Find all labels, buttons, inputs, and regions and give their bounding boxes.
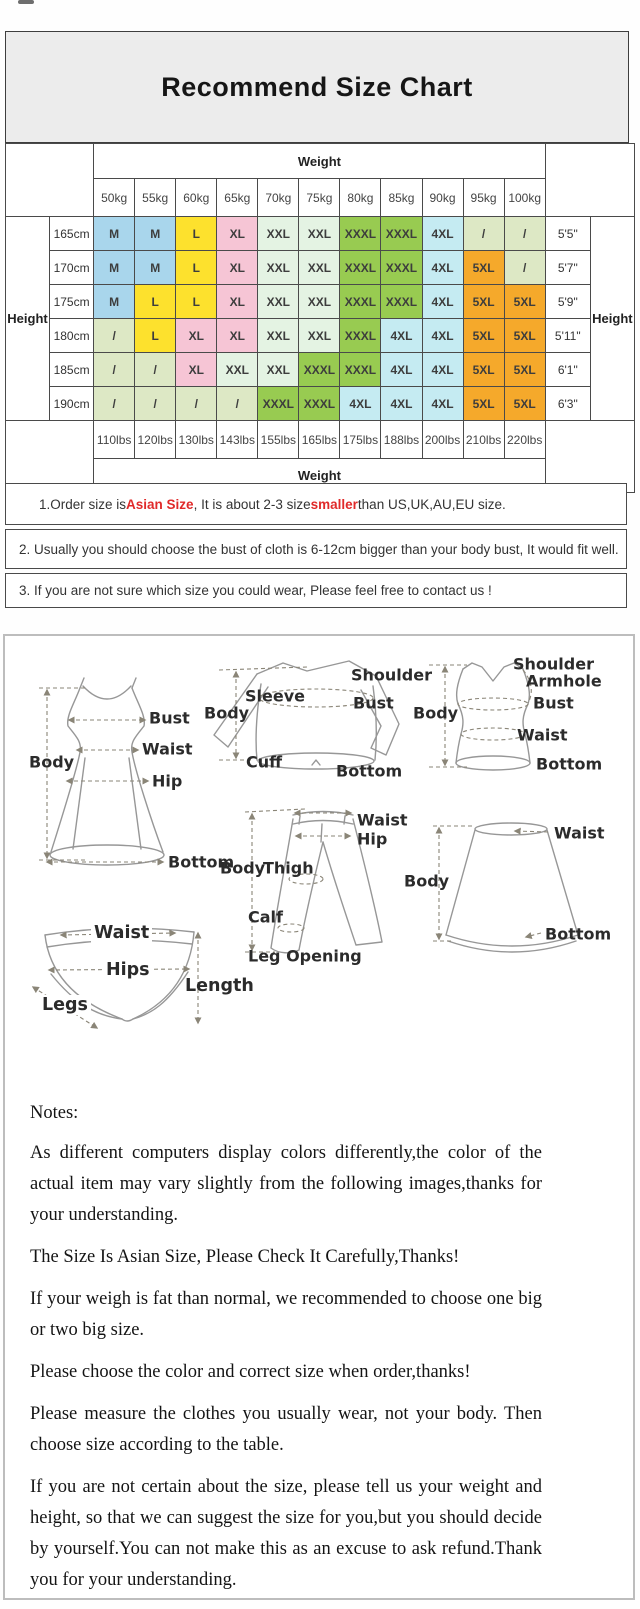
size-cell: XXXL	[340, 353, 381, 387]
size-cell: M	[135, 217, 176, 251]
shirt-body-label: Body	[204, 703, 250, 723]
briefs-length-label: Length	[185, 976, 254, 996]
height-ft-cell: 6'3"	[545, 387, 590, 421]
height-cm-cell: 175cm	[50, 285, 94, 319]
size-cell: 5XL	[504, 319, 545, 353]
size-cell: 5XL	[463, 285, 504, 319]
size-cell: XXXL	[299, 387, 340, 421]
weight-lbs-cell: 155lbs	[258, 421, 299, 459]
size-cell: XXXL	[340, 285, 381, 319]
size-cell: XXL	[299, 319, 340, 353]
size-cell: 4XL	[422, 353, 463, 387]
size-cell: XXL	[258, 319, 299, 353]
weight-kg-cell: 50kg	[94, 179, 135, 217]
weight-kg-cell: 90kg	[422, 179, 463, 217]
size-cell: 5XL	[463, 251, 504, 285]
size-cell: XL	[176, 353, 217, 387]
size-cell: XXXL	[340, 319, 381, 353]
height-ft-cell: 5'5"	[545, 217, 590, 251]
dress-hip-label: Hip	[152, 771, 183, 791]
size-cell: /	[217, 387, 258, 421]
skirt-body-label: Body	[404, 871, 450, 891]
pants-hip-label: Hip	[357, 829, 388, 849]
size-cell: 4XL	[422, 285, 463, 319]
size-cell: 4XL	[381, 353, 422, 387]
note-paragraph: If your weigh is fat than normal, we recommended to choose one big or two big size.	[30, 1289, 542, 1340]
weight-kg-cell: 55kg	[135, 179, 176, 217]
size-cell: /	[135, 387, 176, 421]
weight-header: Weight	[94, 144, 546, 179]
size-cell: XL	[217, 251, 258, 285]
size-cell: 4XL	[422, 217, 463, 251]
corner-cell	[545, 421, 634, 493]
pants-thigh-label: Thigh	[263, 858, 314, 878]
shirt-bottom-label: Bottom	[336, 761, 403, 781]
size-cell: L	[135, 319, 176, 353]
height-label-left: Height	[6, 217, 50, 421]
weight-lbs-cell: 200lbs	[422, 421, 463, 459]
vest-diagram	[456, 663, 530, 770]
size-cell: XXL	[258, 285, 299, 319]
size-cell: L	[176, 217, 217, 251]
briefs-waist-label: Waist	[91, 923, 152, 943]
height-ft-cell: 6'1"	[545, 353, 590, 387]
size-cell: XXXL	[381, 285, 422, 319]
size-cell: /	[94, 319, 135, 353]
size-cell: XXXL	[381, 217, 422, 251]
dress-diagram	[50, 678, 164, 865]
size-cell: M	[94, 217, 135, 251]
measurement-guide-box	[3, 634, 635, 1600]
order-note-row	[5, 573, 627, 608]
shirt-sleeve-label: Sleeve	[245, 686, 305, 706]
order-notes	[5, 483, 627, 608]
size-cell: /	[94, 387, 135, 421]
note-paragraph: If you are not certain about the size, please tell us your weight and height, so that we can suggest the size for you,but you should decide by yourself.You can not make this as an excuse to ask refund.Thank you for your understanding.	[30, 1477, 542, 1590]
height-cm-cell: 190cm	[50, 387, 94, 421]
order-note-row	[5, 483, 627, 525]
weight-lbs-cell: 220lbs	[504, 421, 545, 459]
order-note-text: , It is about 2-3 size	[193, 496, 311, 512]
dress-waist-label: Waist	[142, 739, 193, 759]
size-cell: /	[463, 217, 504, 251]
height-ft-cell: 5'11"	[545, 319, 590, 353]
height-cm-cell: 170cm	[50, 251, 94, 285]
weight-kg-cell: 65kg	[217, 179, 258, 217]
size-cell: XXXL	[340, 251, 381, 285]
size-cell: XXL	[299, 251, 340, 285]
weight-kg-cell: 85kg	[381, 179, 422, 217]
note-paragraph: As different computers display colors differently,the color of the actual item may vary slightly from the following images,thanks for your understanding.	[30, 1143, 542, 1225]
size-cell: /	[176, 387, 217, 421]
height-cm-cell: 185cm	[50, 353, 94, 387]
pants-body-label: Body	[220, 858, 266, 878]
note-paragraph: Please measure the clothes you usually wear, not your body. Then choose size according to the table.	[30, 1404, 542, 1455]
height-cm-cell: 165cm	[50, 217, 94, 251]
size-cell: XXXL	[299, 353, 340, 387]
weight-kg-cell: 80kg	[340, 179, 381, 217]
photo-artifact	[18, 0, 34, 4]
weight-kg-cell: 100kg	[504, 179, 545, 217]
skirt-bottom-label: Bottom	[545, 924, 612, 944]
vest-bust-label: Bust	[533, 693, 574, 713]
weight-lbs-cell: 110lbs	[94, 421, 135, 459]
dress-body-label: Body	[29, 752, 75, 772]
corner-cell	[6, 144, 94, 217]
notes-heading: Notes:	[30, 1103, 79, 1123]
order-note-highlight: smaller	[310, 496, 358, 512]
page-title: Recommend Size Chart	[161, 71, 473, 102]
size-cell: XXL	[258, 217, 299, 251]
pants-calf-label: Calf	[248, 907, 283, 927]
size-cell: L	[176, 251, 217, 285]
size-cell: M	[94, 251, 135, 285]
size-chart-table	[5, 143, 635, 493]
corner-cell	[6, 421, 94, 493]
size-cell: 4XL	[422, 387, 463, 421]
pants-leg-opening-label: Leg Opening	[248, 946, 362, 966]
size-cell: 4XL	[340, 387, 381, 421]
vest-waist-label: Waist	[517, 725, 568, 745]
height-ft-cell: 5'7"	[545, 251, 590, 285]
order-note-highlight: Asian Size	[126, 496, 194, 512]
size-cell: M	[135, 251, 176, 285]
weight-lbs-cell: 188lbs	[381, 421, 422, 459]
size-cell: /	[504, 251, 545, 285]
vest-body-label: Body	[413, 703, 459, 723]
size-cell: 4XL	[381, 387, 422, 421]
shirt-bust-label: Bust	[353, 693, 394, 713]
order-note-text: 3. If you are not sure which size you could wear, Please feel free to contact us !	[19, 583, 492, 598]
weight-kg-cell: 70kg	[258, 179, 299, 217]
weight-lbs-cell: 143lbs	[217, 421, 258, 459]
note-paragraph: Please choose the color and correct size when order,thanks!	[30, 1362, 471, 1382]
size-cell: XXL	[258, 353, 299, 387]
weight-lbs-cell: 120lbs	[135, 421, 176, 459]
size-cell: /	[94, 353, 135, 387]
order-note-text: 1.Order size is	[39, 496, 127, 512]
order-note-row	[5, 529, 627, 569]
size-cell: 5XL	[504, 353, 545, 387]
size-cell: XXL	[258, 251, 299, 285]
size-cell: XXL	[299, 285, 340, 319]
size-cell: XXXL	[381, 251, 422, 285]
size-cell: 5XL	[463, 387, 504, 421]
weight-lbs-cell: 130lbs	[176, 421, 217, 459]
skirt-waist-label: Waist	[554, 823, 605, 843]
height-ft-cell: 5'9"	[545, 285, 590, 319]
dress-bottom-label: Bottom	[168, 852, 235, 872]
shirt-shoulder-label: Shoulder	[351, 665, 432, 685]
size-cell: XXL	[217, 353, 258, 387]
order-note-text: than US,UK,AU,EU size.	[357, 496, 506, 512]
size-cell: M	[94, 285, 135, 319]
weight-lbs-cell: 210lbs	[463, 421, 504, 459]
title-box	[5, 31, 629, 143]
size-cell: 5XL	[504, 285, 545, 319]
weight-lbs-cell: 175lbs	[340, 421, 381, 459]
size-cell: L	[176, 285, 217, 319]
notes-section	[30, 1098, 542, 1596]
height-label-right: Height	[590, 217, 634, 421]
size-cell: XL	[217, 319, 258, 353]
weight-kg-cell: 75kg	[299, 179, 340, 217]
weight-kg-cell: 60kg	[176, 179, 217, 217]
size-cell: XL	[176, 319, 217, 353]
dress-bust-label: Bust	[149, 708, 190, 728]
size-cell: XL	[217, 285, 258, 319]
weight-footer: Weight	[94, 459, 546, 493]
order-note-text: 2. Usually you should choose the bust of cloth is 6-12cm bigger than your body bust, It would fit well.	[19, 541, 619, 557]
weight-kg-cell: 95kg	[463, 179, 504, 217]
size-cell: XXXL	[340, 217, 381, 251]
size-cell: 5XL	[504, 387, 545, 421]
size-cell: /	[135, 353, 176, 387]
vest-shoulder-label: Shoulder	[513, 654, 594, 674]
size-cell: 5XL	[463, 353, 504, 387]
size-cell: /	[504, 217, 545, 251]
size-cell: 4XL	[422, 251, 463, 285]
height-cm-cell: 180cm	[50, 319, 94, 353]
size-cell: 4XL	[422, 319, 463, 353]
vest-armhole-label: Armhole	[526, 671, 602, 691]
size-cell: XL	[217, 217, 258, 251]
briefs-legs-label: Legs	[39, 995, 91, 1015]
size-cell: 5XL	[463, 319, 504, 353]
pants-waist-label: Waist	[357, 810, 408, 830]
size-cell: XXXL	[258, 387, 299, 421]
shirt-cuff-label: Cuff	[246, 752, 283, 772]
size-cell: XXL	[299, 217, 340, 251]
corner-cell	[545, 144, 634, 217]
size-cell: 4XL	[381, 319, 422, 353]
note-paragraph: The Size Is Asian Size, Please Check It Carefully,Thanks!	[30, 1247, 460, 1267]
briefs-hips-label: Hips	[103, 960, 153, 980]
weight-lbs-cell: 165lbs	[299, 421, 340, 459]
size-cell: L	[135, 285, 176, 319]
vest-bottom-label: Bottom	[536, 754, 603, 774]
